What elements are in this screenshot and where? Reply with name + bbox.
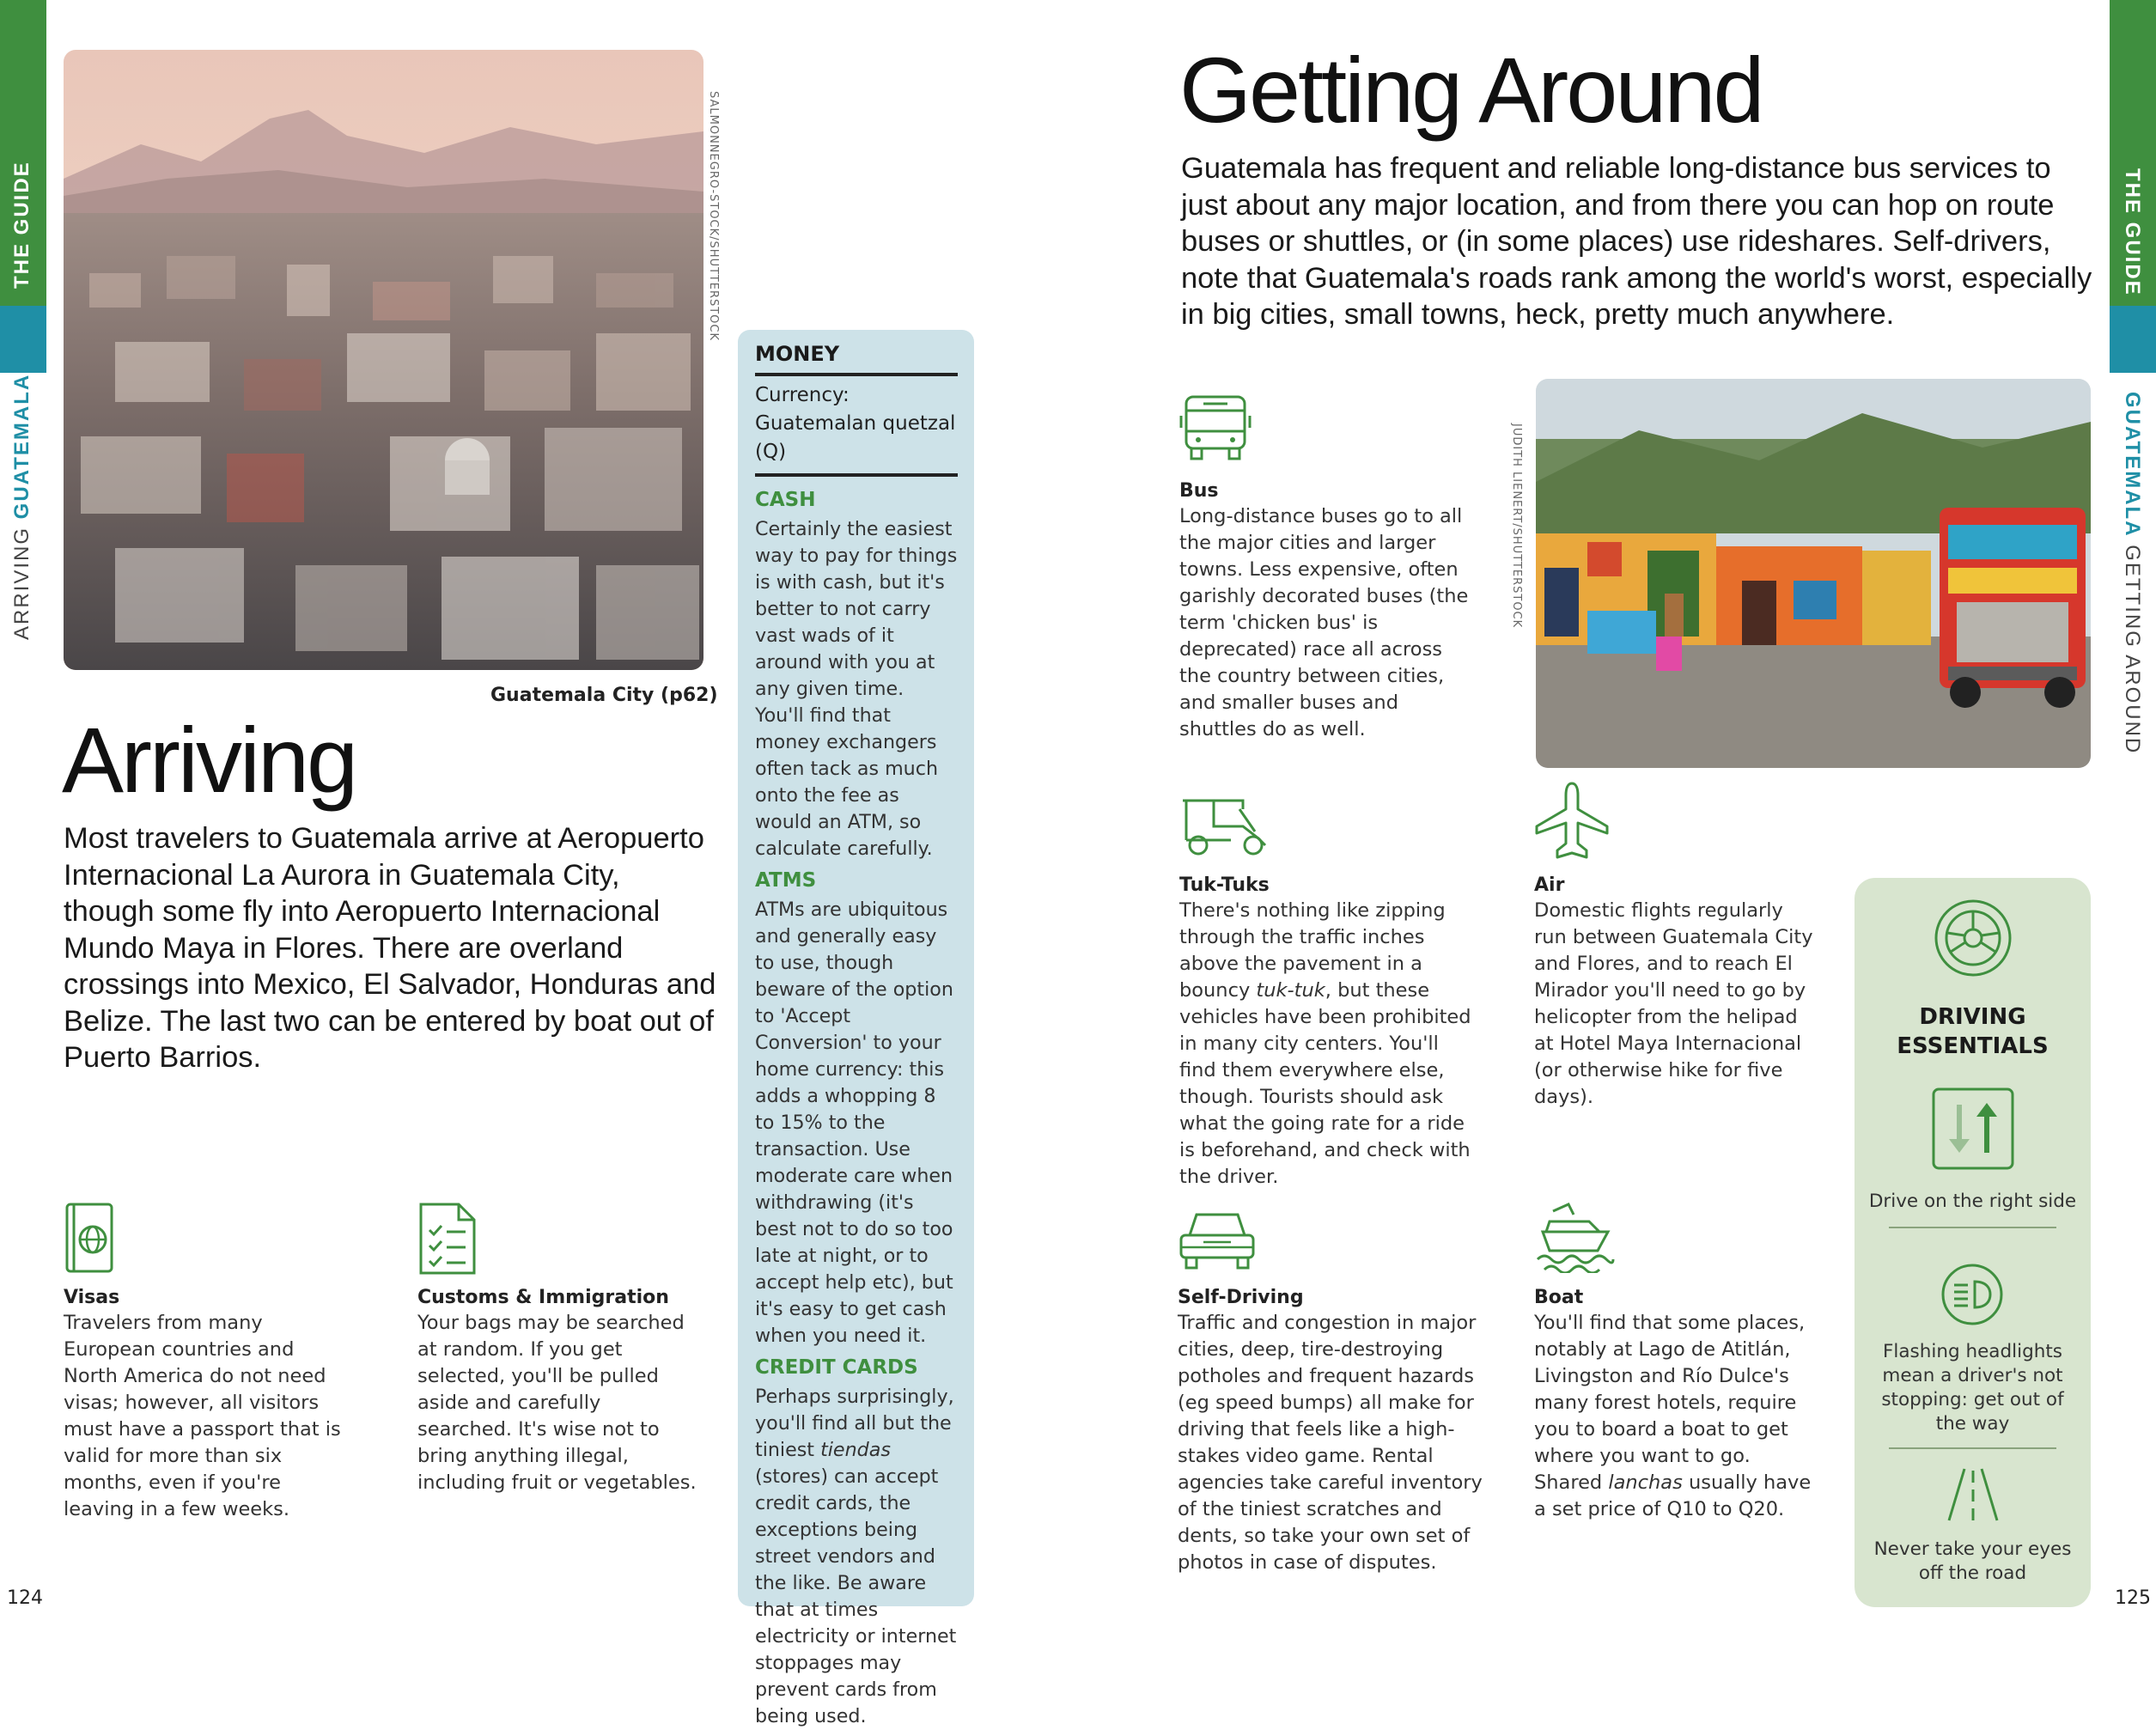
tuk-tuks-text: There's nothing like zipping through the traffic inches above the pavement in a bouncy tuk-tuk, but these vehicles have been prohibited in many city centers. You'll find them everywhere else, though. Tourists should ask what the going rate for a ride is beforehand, and check with the driver. <box>1179 899 1471 1188</box>
side-tab-chapter-left <box>10 374 34 640</box>
airplane-icon <box>1533 780 1611 861</box>
boat-title: Boat <box>1534 1287 1584 1308</box>
credit-cards-heading: CREDIT CARDS <box>755 1356 918 1379</box>
photo-credit-right: JUDITH LIENERT/SHUTTERSTOCK <box>1510 423 1523 629</box>
atms-heading: ATMS <box>755 869 817 892</box>
cash-text: Certainly the easiest way to pay for things is with cash, but it's better to not carry vast wads of it around with you at any given time. You'll find that money exchangers often tack as much onto the fee as would an ATM, so calculate carefully. <box>755 518 958 860</box>
bus-icon <box>1179 393 1252 462</box>
getting-around-lede: Guatemala has frequent and reliable long-distance bus services to just about any major location, and from there you can hop on route buses or shuttles, or (in some places) use rideshares. Self-drivers, note that Guatemala's roads rank among the world's worst, especially in big cities, small towns, heck, pretty much anywhere. <box>1181 152 2092 331</box>
tuk-tuk-icon <box>1179 797 1270 857</box>
side-tab-chapter-right <box>2120 392 2144 754</box>
bus-title: Bus <box>1179 480 1219 502</box>
visas-item <box>64 1287 347 1523</box>
boat-item <box>1534 1287 1818 1523</box>
bus-text: Long-distance buses go to all the major cities and larger towns. Less expensive, often garishly decorated buses (the term 'chicken bus' is deprecated) race all across the country between cities, and smaller buses and shuttles do as well. <box>1179 505 1469 740</box>
visas-title: Visas <box>64 1287 120 1308</box>
divider-2 <box>1889 1447 2056 1449</box>
car-icon <box>1178 1209 1257 1271</box>
visas-text: Travelers from many European countries and North America do not need visas; however, all visitors must have a passport that is valid for more than six months, even if you're leaving in a few weeks. <box>64 1312 341 1520</box>
arriving-lede: Most travelers to Guatemala arrive at Aeropuerto Internacional La Aurora in Guatemala City, though some fly into Aeropuerto Internacional Mundo Maya in Flores. There are overland crossings into Mexico, El Salvador, Honduras and Belize. The last two can be entered by boat out of Puerto Barrios. <box>64 822 716 1074</box>
checklist-icon <box>417 1203 478 1275</box>
credit-cards-text: Perhaps surprisingly, you'll find all but the tiniest tiendas (stores) can accept credit cards, the exceptions being street vendors and the like. Be aware that at times electricity or internet stoppages may prevent cards from being used. <box>755 1386 957 1727</box>
boat-icon <box>1534 1203 1617 1273</box>
self-driving-title: Self-Driving <box>1178 1287 1304 1308</box>
boat-text: You'll find that some places, notably at Lago de Atitlán, Livingston and Río Dulce's many forest hotels, require you to board a boat to get where you want to go. Shared lanchas usually have a set price of Q10 to Q20. <box>1534 1312 1812 1520</box>
passport-icon <box>64 1203 115 1275</box>
air-text: Domestic flights regularly run between Guatemala City and Flores, and to reach El Mirador you'll need to go by helicopter from the helipad at Hotel Maya Internacional (or otherwise hike for five days). <box>1534 899 1813 1108</box>
road-caption: Never take your eyes off the road <box>1873 1538 2072 1584</box>
road-icon <box>1946 1467 2001 1522</box>
side-tab-chapter-em-right: GUATEMALA <box>2121 392 2144 538</box>
customs-title: Customs & Immigration <box>417 1287 669 1308</box>
photo-caption: Guatemala City (p62) <box>490 685 718 706</box>
cash-heading: CASH <box>755 489 816 511</box>
photo-credit-left: SALMONNEGRO-STOCK/SHUTTERSTOCK <box>707 91 720 342</box>
arriving-title: Arriving <box>62 708 356 812</box>
steering-wheel-icon <box>1934 899 2013 978</box>
air-title: Air <box>1534 874 1565 896</box>
customs-item <box>417 1287 701 1496</box>
driving-essentials-title: DRIVING ESSENTIALS <box>1897 1004 2049 1059</box>
money-currency: Currency: Guatemalan quetzal (Q) <box>755 376 958 477</box>
headlights-caption: Flashing headlights mean a driver's not stopping: get out of the way <box>1881 1341 2064 1435</box>
headlights-icon <box>1940 1263 2004 1326</box>
customs-text: Your bags may be searched at random. If you get selected, you'll be pulled aside and carefully searched. It's wise not to bring anything illegal, including fruit or vegetables. <box>417 1312 697 1494</box>
page-number-left: 124 <box>7 1587 43 1609</box>
bus-item <box>1179 480 1480 743</box>
getting-around-title: Getting Around <box>1179 38 1763 142</box>
atms-text: ATMs are ubiquitous and generally easy to use, though beware of the option to 'Accept Conversion' to your home currency: this adds a whopping 8 to 15% to the transaction. Use moderate care when withdrawing (it's best not to do so too late at night, or to accept help etc), but it's easy to get cash when you need it. <box>755 899 953 1347</box>
side-tab-blue-left <box>0 306 46 373</box>
drive-right-caption: Drive on the right side <box>1868 1191 2077 1212</box>
side-tab-chapter-pre: ARRIVING <box>10 526 33 640</box>
air-item <box>1534 874 1818 1111</box>
money-heading: MONEY <box>755 342 958 376</box>
side-tab-chapter-em: GUATEMALA <box>10 373 33 520</box>
divider-1 <box>1889 1227 2056 1228</box>
chicken-bus-photo <box>1536 379 2091 768</box>
money-box <box>738 330 974 1727</box>
self-driving-text: Traffic and congestion in major cities, deep, tire-destroying potholes and frequent hazards (eg speed bumps) all make for driving that feels like a high-stakes video game. Rental agencies take careful inventory of the tiniest scratches and dents, so take your own set of photos in case of disputes. <box>1178 1312 1483 1574</box>
tuk-tuks-item <box>1179 874 1480 1191</box>
driving-essentials-box <box>1855 878 2091 1607</box>
guatemala-city-photo <box>64 50 703 670</box>
side-tab-chapter-post-right: GETTING AROUND <box>2121 545 2144 755</box>
arrows-up-down-icon <box>1932 1087 2014 1170</box>
side-tab-section-left: THE GUIDE <box>10 161 33 289</box>
side-tab-blue-right <box>2110 306 2156 373</box>
self-driving-item <box>1178 1287 1487 1576</box>
side-tab-section-right: THE GUIDE <box>2121 168 2144 296</box>
tuk-tuks-title: Tuk-Tuks <box>1179 874 1270 896</box>
page-number-right: 125 <box>2115 1587 2151 1609</box>
